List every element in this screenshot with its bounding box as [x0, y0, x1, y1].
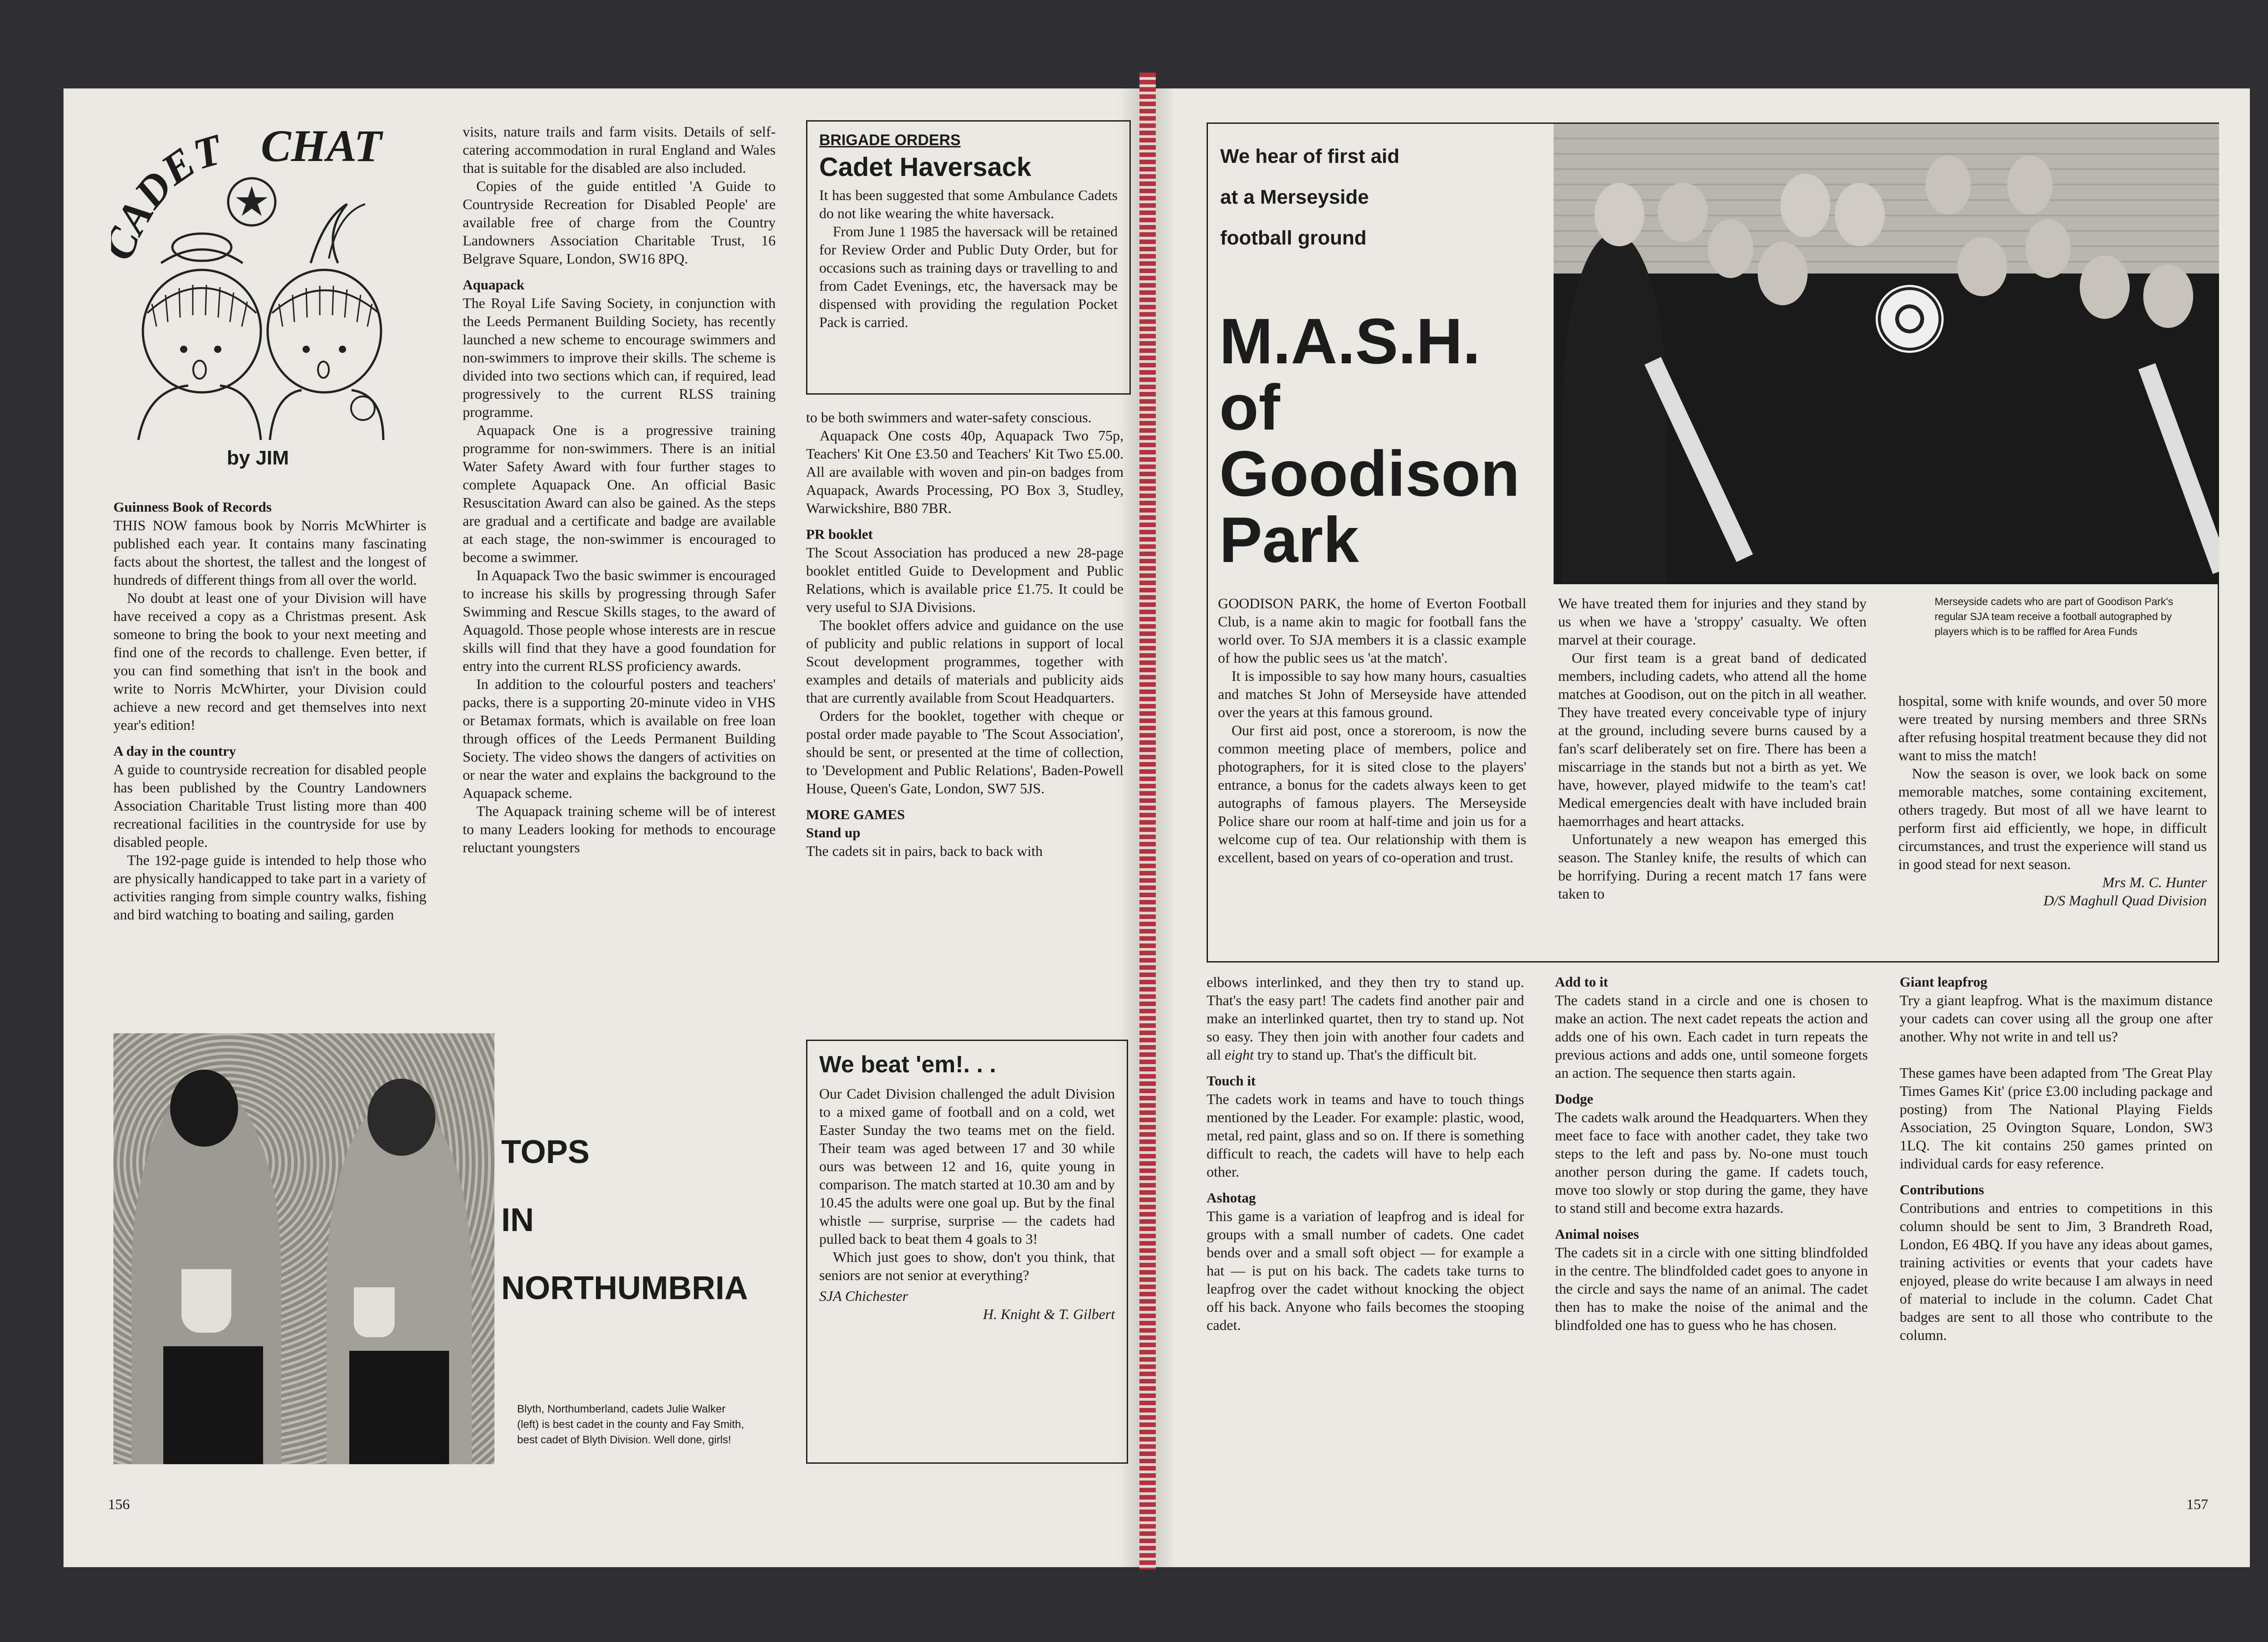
mash-column-3	[1898, 692, 2207, 909]
paragraph: THIS NOW famous book by Norris McWhirter is published each year. It contains many fascinating facts about the shortest, the tallest and the longest of hundreds of different things from all over the world.	[113, 517, 426, 588]
cartoon-title-word: CHAT	[261, 121, 382, 171]
tops-caption: Blyth, Northumberland, cadets Julie Walker (left) is best cadet in the county and Fay Smith, best cadet of Blyth Division. Well done, girls!	[517, 1403, 744, 1446]
we-beat-em-title: We beat 'em!. . .	[819, 1051, 996, 1078]
heading-dodge: Dodge	[1555, 1091, 1593, 1107]
page-number-right: 157	[2186, 1496, 2208, 1512]
paragraph: The Scout Association has produced a new 28-page booklet entitled Guide to Development and Public Relations, which is available price £1.75. It could be very useful to SJA Divisions.	[806, 544, 1124, 615]
brigade-text	[819, 186, 1118, 331]
paragraph: Our first aid post, once a storeroom, is now the common meeting place of members, police and photographers, for it is sited close to the players' entrance, a bonus for the cadets always keen to get autographs of famous players. The Merseyside Police share our room at half-time and join us for a welcome cup of tea. Our relationship with them is excellent, based on years of co-operation and trust.	[1218, 722, 1526, 865]
tops-photo	[113, 1033, 494, 1464]
paragraph: The cadets walk around the Headquarters. When they meet face to face with another cadet, they take two steps to the left and pass by. No-one must touch another person during the game. If cadets touch, move too slowly or stop during the game, they have to stand still and become extra hazards.	[1555, 1109, 1868, 1216]
left-column-1	[113, 498, 426, 924]
headline-line-1: M.A.S.H.	[1219, 305, 1481, 377]
cartoon-title-arc: ADET	[111, 125, 227, 241]
paragraph: The booklet offers advice and guidance on the use of publicity and public relations in support of local Scout development programmes, together with examples and details of materials and publicity aids that are currently available from Scout Headquarters.	[806, 617, 1124, 706]
games-column-3	[1900, 973, 2213, 1344]
paragraph: The Royal Life Saving Society, in conjunction with the Leeds Permanent Building Society, has recently launched a new scheme to encourage swimmers and non-swimmers to improve their skills. The scheme is divided into two sections which can, if required, lead progressively to the current RLSS training programme.	[463, 295, 776, 420]
cartoon-illustration	[111, 113, 406, 440]
paragraph: The 192-page guide is intended to help those who are physically handicapped to take part in a variety of activities ranging from simple country walks, fishing and bird watching to boating and sailing, garden	[113, 852, 426, 923]
paragraph: A guide to countryside recreation for disabled people has been published by the Country Landowners Association Charitable Trust listing more than 400 recreational facilities in the countryside for use by disabled people.	[113, 761, 426, 850]
paragraph: The cadets sit in pairs, back to back with	[806, 843, 1043, 859]
kicker-line-3: football ground	[1220, 227, 1367, 249]
we-beat-em-box	[806, 1040, 1128, 1464]
goodison-photo	[1554, 124, 2219, 584]
goodison-caption: Merseyside cadets who are part of Goodison Park's regular SJA team receive a football autographed by players which is to be raffled for Area Funds	[1935, 596, 2173, 637]
heading-aquapack: Aquapack	[463, 277, 525, 293]
signature-name: Mrs M. C. Hunter	[2102, 874, 2207, 890]
paragraph: Aquapack One costs 40p, Aquapack Two 75p, Teachers' Kit One £3.50 and Teachers' Kit Two £5.00. All are available with woven and pin-on badges from Aquapack, Awards Processing, PO Box 3, Studley, Warwickshire, B80 7BR.	[806, 427, 1124, 516]
paragraph: Unfortunately a new weapon has emerged this season. The Stanley knife, the results of which can be horrifying. During a recent match 17 fans were taken to	[1558, 831, 1867, 902]
paragraph: The cadets sit in a circle with one sitting blindfolded in the centre. The blindfolded cadet goes to anyone in the circle and says the name of an animal. The cadet then has to make the noise of the animal and the blindfolded one has to guess who he has chosen.	[1555, 1244, 1868, 1333]
paragraph: These games have been adapted from 'The Great Play Times Games Kit' (price £3.00 including package and posting) from The National Playing Fields Association, 25 Ovington Square, London, SW3 1LQ. The kit contains 250 games printed on individual cards for easy reference.	[1900, 1065, 2213, 1172]
heading-more-games: MORE GAMES	[806, 806, 905, 822]
paragraph: This game is a variation of leapfrog and is ideal for groups with a small number of cadets. One cadet bends over and a small soft object — for example a hat — is put on his back. The cadets take turns to leapfrog over the cadet without knocking the object off his back. Anyone who fails becomes the stooping cadet.	[1207, 1208, 1524, 1333]
heading-stand-up: Stand up	[806, 825, 860, 841]
heading-contributions: Contributions	[1900, 1182, 1984, 1197]
paragraph: Aquapack One is a progressive training programme for non-swimmers. There is an initial Water Safety Award with four further stages to complete Aquapack One. An official Basic Resuscitation Award can also be gained. As the steps are gradual and a certificate and badge are available at each stage, the non-swimmer is encouraged to become a swimmer.	[463, 422, 776, 565]
tops-headline	[501, 1118, 748, 1322]
signature-division: D/S Maghull Quad Division	[2043, 892, 2207, 909]
kicker-line-2: at a Merseyside	[1220, 186, 1369, 208]
paragraph-text: elbows interlinked, and they then try to stand up. That's the easy part! The cadets find another pair and make an interlinked quartet, then try to stand up. Not so easy. They then join with another four cadets and all	[1207, 974, 1524, 1063]
headline-line-3: Goodison	[1219, 438, 1520, 510]
headline-line-2: of	[1219, 371, 1281, 444]
mash-headline	[1219, 305, 1520, 576]
paragraph: We have treated them for injuries and they stand by us when we have a 'stroppy' casualty. We often marvel at their courage.	[1558, 595, 1867, 648]
paragraph: It has been suggested that some Ambulance Cadets do not like wearing the white haversack.	[819, 187, 1118, 221]
heading-animal-noises: Animal noises	[1555, 1226, 1639, 1242]
heading-ashotag: Ashotag	[1207, 1190, 1256, 1206]
kicker-line-1: We hear of first aid	[1220, 145, 1400, 167]
paragraph: to be both swimmers and water-safety conscious.	[806, 409, 1092, 425]
paragraph: Our first team is a great band of dedicated members, including cadets, who attend all the home matches at Goodison, out on the pitch in all weather. They have treated every conceivable type of injury at the ground, including severe burns caused by a fan's scarf deliberately set on fire. There has been a miscarriage in the stands but not a birth as yet. We have, however, played midwife to the team's cat! Medical emergencies dealt with have included brain haemorrhages and heart attacks.	[1558, 650, 1867, 829]
paragraph: Now the season is over, we look back on some memorable matches, some containing excitement, others tragedy. But most of all we have learnt to perform first aid efficiently, we hope, in difficult circumstances, and trust the experience will stand us in good stead for next season.	[1898, 765, 2207, 872]
left-column-3	[806, 408, 1124, 860]
heading-pr-booklet: PR booklet	[806, 526, 873, 542]
paragraph: From June 1 1985 the haversack will be retained for Review Order and Public Duty Order, but for occasions such as training days or travelling to and from Cadet Evenings, etc, the haversack may be dispensed with providing the regulation Pocket Pack is carried.	[819, 223, 1118, 330]
heading-day-in-country: A day in the country	[113, 743, 236, 759]
paragraph: Try a giant leapfrog. What is the maximum distance your cadets can cover using all the group one after another. Why not write in and tell us?	[1900, 992, 2213, 1045]
paragraph	[1207, 973, 1524, 1064]
paragraph: Copies of the guide entitled 'A Guide to Countryside Recreation for Disabled People' are available free of charge from the Country Landowners Association Charitable Trust, 16 Belgrave Square, London, SW16 8PQ.	[463, 178, 776, 267]
heading-guinness: Guinness Book of Records	[113, 499, 272, 515]
headline-line-4: Park	[1219, 504, 1359, 576]
paragraph: Orders for the booklet, together with cheque or postal order made payable to 'The Scout Association', should be sent, or presented at the time of collection, to 'Development and Public Relations', Baden-Powell House, Queen's Gate, London, SW7 5JS.	[806, 708, 1124, 797]
cadet-chat-cartoon	[111, 113, 406, 440]
brigade-title: Cadet Haversack	[819, 152, 1031, 182]
paragraph: Contributions and entries to competitions in this column should be sent to Jim, 3 Brandreth Road, London, E6 4BQ. If you have any ideas about games, training activities or events that your cadets have enjoyed, please do write because I am always in need of material to include in the column. Cadet Chat badges are sent to all those who contribute to the column.	[1900, 1200, 2213, 1343]
paragraph-text: try to stand up. That's the difficult bit.	[1253, 1046, 1477, 1063]
mash-kicker	[1220, 136, 1399, 259]
paragraph: In Aquapack Two the basic swimmer is encouraged to increase his skills by progressing through Safer Swimming and Rescue Skills stages, to the award of Aquagold. Those people whose interests are in rescue skills will find that they have a good foundation for entry into the current RLSS proficiency awards.	[463, 567, 776, 674]
brigade-kicker: BRIGADE ORDERS	[819, 132, 961, 149]
paragraph: In addition to the colourful posters and teachers' packs, there is a supporting 20-minute video in VHS or Betamax formats, which is available on free loan through offices of the Leeds Permanent Building Society. The video shows the dangers of activities on or near the water and explains the background to the Aquapack scheme.	[463, 676, 776, 801]
heading-add-to-it: Add to it	[1555, 974, 1608, 990]
we-beat-em-text	[819, 1085, 1115, 1323]
brigade-orders-box	[806, 120, 1131, 395]
paragraph: No doubt at least one of your Division will have have received a copy as a Christmas present. Ask someone to bring the book to your next meeting and find one of the records to challenge. Even better, if you can find something that isn't in the book and write to Norris McWhirter, your Division could achieve a new record and get themselves into next year's edition!	[113, 590, 426, 733]
cadet-figure	[1563, 233, 1667, 584]
signature-left: SJA Chichester	[819, 1288, 908, 1304]
tops-line-3: NORTHUMBRIA	[501, 1270, 748, 1306]
mash-column-2	[1558, 594, 1867, 903]
paragraph: GOODISON PARK, the home of Everton Football Club, is a name akin to magic for football fans the world over. To SJA members it is a classic example of how the public sees us 'at the match'.	[1218, 595, 1526, 666]
paragraph-emphasis: eight	[1224, 1046, 1254, 1063]
paragraph: visits, nature trails and farm visits. Details of self-catering accommodation in rural England and Wales that is suitable for the disabled are also included.	[463, 123, 776, 176]
paragraph: It is impossible to say how many hours, casualties and matches St John of Merseyside have attended over the years at this famous ground.	[1218, 668, 1526, 720]
paragraph: Our Cadet Division challenged the adult Division to a mixed game of football and on a cold, wet Easter Sunday the two teams met on the field. Their team was aged between 17 and 30 while ours was between 12 and 16, quite young in comparison. The match started at 10.30 am and by 10.45 the adults were one goal up. But by the final whistle — surprise, surprise — the cadets had pulled back to beat them 4 goals to 3!	[819, 1085, 1115, 1247]
left-column-2	[463, 122, 776, 856]
heading-touch-it: Touch it	[1207, 1073, 1256, 1089]
football	[1876, 285, 1944, 353]
cartoon-byline: by JIM	[227, 447, 289, 469]
binding-spine	[1139, 73, 1156, 1569]
paragraph: hospital, some with knife wounds, and over 50 more were treated by nursing members and three SRNs after refusing hospital treatment because they did not want to miss the match!	[1898, 693, 2207, 763]
svg-text:CADET	[111, 124, 229, 267]
paragraph: Which just goes to show, don't you think, that seniors are not senior at everything?	[819, 1249, 1115, 1283]
games-column-2	[1555, 973, 1868, 1334]
paragraph: The cadets work in teams and have to touch things mentioned by the Leader. For example: plastic, wood, metal, red paint, glass and so on. If there is something difficult to reach, the cadets will have to help each other.	[1207, 1091, 1524, 1180]
heading-giant-leapfrog: Giant leapfrog	[1900, 974, 1988, 990]
tops-line-2: IN	[501, 1202, 534, 1238]
paragraph: The Aquapack training scheme will be of interest to many Leaders looking for methods to encourage reluctant youngsters	[463, 803, 776, 855]
signature-right: H. Knight & T. Gilbert	[983, 1306, 1115, 1322]
page-number-left: 156	[108, 1496, 130, 1512]
tops-line-1: TOPS	[501, 1134, 590, 1170]
paragraph: The cadets stand in a circle and one is chosen to make an action. The next cadet repeats the action and adds one of his own. Each cadet in turn repeats the previous actions and adds one, until someone forgets an action. The sequence then starts again.	[1555, 992, 1868, 1081]
mash-column-1	[1218, 594, 1526, 866]
games-column-1	[1207, 973, 1524, 1334]
